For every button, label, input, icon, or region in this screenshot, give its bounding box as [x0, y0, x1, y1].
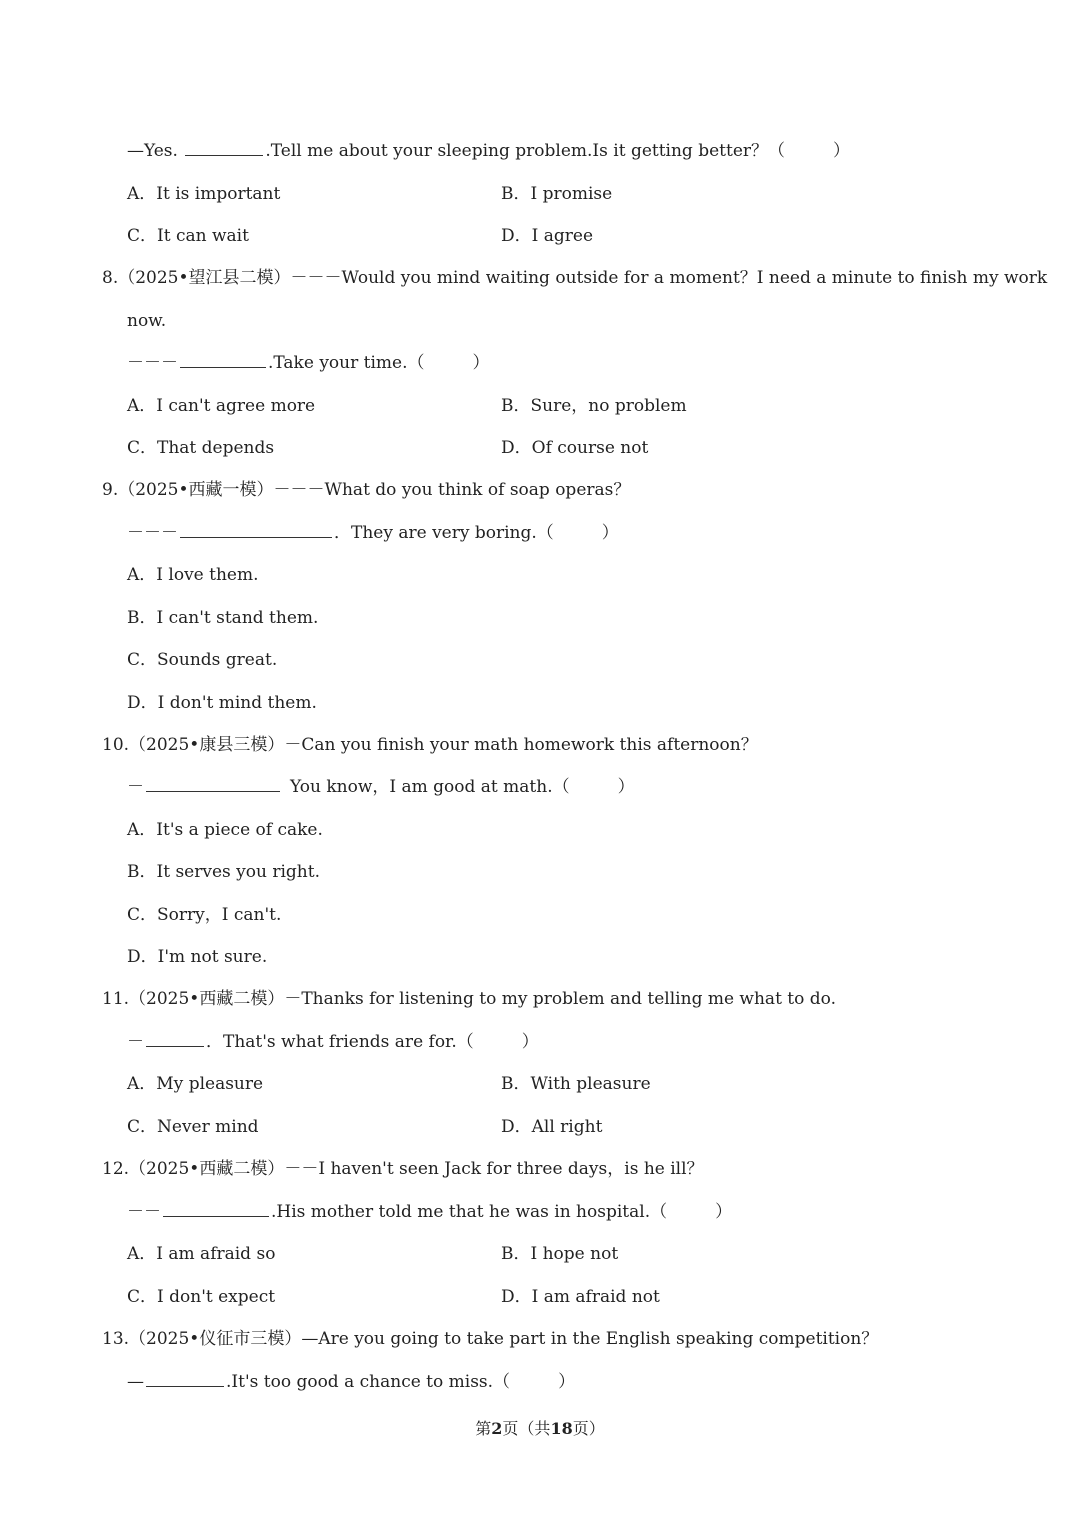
footer-mid: 页（共: [502, 1419, 551, 1438]
q9-reply-line: [127, 522, 619, 544]
q7-option-a[interactable]: A．It is important: [127, 184, 281, 204]
q13-paren-close: ）: [558, 1372, 576, 1392]
q11-option-a[interactable]: A．My pleasure: [127, 1074, 264, 1094]
q10-answer-blank[interactable]: [146, 777, 280, 792]
q7-reply-prefix: —Yes.: [127, 141, 178, 161]
q11-answer-blank[interactable]: [146, 1032, 204, 1047]
q11-paren-close: ）: [521, 1032, 539, 1052]
q10-stem: 10.（2025•康县三模）－Can you finish your math homework this afternoon？: [102, 735, 758, 755]
q8-stem-continued: now.: [127, 311, 167, 331]
q11-option-d[interactable]: D．All right: [501, 1117, 603, 1137]
q12-option-d[interactable]: D．I am afraid not: [501, 1287, 660, 1307]
q10-reply-prefix: －: [127, 777, 144, 797]
footer-page-number: 2: [491, 1419, 503, 1438]
q8-option-b[interactable]: B．Sure，no problem: [501, 396, 687, 416]
q10-reply-text: You know，I am good at math.（: [290, 777, 570, 797]
footer-total-pages: 18: [550, 1419, 573, 1438]
q11-option-c[interactable]: C．Never mind: [127, 1117, 259, 1137]
q12-stem: 12.（2025•西藏二模）－－I haven't seen Jack for three days，is he ill？: [102, 1159, 704, 1179]
q8-stem: 8.（2025•望江县二模）－－－Would you mind waiting outside for a moment？I need a minute to finish my work: [102, 268, 1048, 288]
q7-reply-line: [127, 140, 850, 162]
q8-reply-line: [127, 352, 490, 374]
q9-option-b[interactable]: B．I can't stand them.: [127, 608, 319, 628]
q10-paren-close: ）: [617, 777, 635, 797]
q13-reply-line: [127, 1371, 575, 1393]
q8-option-c[interactable]: C．That depends: [127, 438, 275, 458]
q11-option-b[interactable]: B．With pleasure: [501, 1074, 651, 1094]
q12-reply-prefix: －－: [127, 1202, 161, 1222]
q8-paren-close: ）: [472, 353, 490, 373]
q11-reply-text: ．That's what friends are for.（: [206, 1032, 474, 1052]
q7-option-d[interactable]: D．I agree: [501, 226, 594, 246]
q11-reply-prefix: －: [127, 1032, 144, 1052]
q10-option-d[interactable]: D．I'm not sure.: [127, 947, 268, 967]
q9-option-d[interactable]: D．I don't mind them.: [127, 693, 317, 713]
q7-answer-blank[interactable]: [185, 141, 263, 156]
footer-pre: 第: [475, 1419, 492, 1438]
q9-answer-blank[interactable]: [180, 523, 332, 538]
q10-reply-line: [127, 776, 635, 798]
q11-reply-line: [127, 1031, 539, 1053]
q7-option-b[interactable]: B．I promise: [501, 184, 613, 204]
q7-option-c[interactable]: C．It can wait: [127, 226, 249, 246]
q12-answer-blank[interactable]: [163, 1202, 269, 1217]
q13-stem: 13.（2025•仪征市三模）—Are you going to take part in the English speaking competition？: [102, 1329, 879, 1349]
q9-reply-text: ．They are very boring.（: [334, 523, 554, 543]
q10-option-c[interactable]: C．Sorry，I can't.: [127, 905, 282, 925]
q9-stem: 9.（2025•西藏一模）－－－What do you think of soap operas？: [102, 480, 631, 500]
q13-reply-text: .It's too good a chance to miss.（: [226, 1372, 511, 1392]
q13-answer-blank[interactable]: [146, 1372, 224, 1387]
footer-post: 页）: [572, 1419, 605, 1438]
q12-option-c[interactable]: C．I don't expect: [127, 1287, 276, 1307]
q12-paren-close: ）: [715, 1202, 733, 1222]
q9-option-a[interactable]: A．I love them.: [127, 565, 259, 585]
q8-option-d[interactable]: D．Of course not: [501, 438, 649, 458]
q11-stem: 11.（2025•西藏二模）－Thanks for listening to my problem and telling me what to do.: [102, 989, 836, 1009]
q7-reply-text: .Tell me about your sleeping problem.Is it getting better？（: [265, 141, 786, 161]
q9-reply-prefix: －－－: [127, 523, 178, 543]
q12-option-a[interactable]: A．I am afraid so: [127, 1244, 276, 1264]
q13-reply-prefix: —: [127, 1372, 144, 1392]
q10-option-b[interactable]: B．It serves you right.: [127, 862, 320, 882]
q8-option-a[interactable]: A．I can't agree more: [127, 396, 316, 416]
q8-reply-prefix: －－－: [127, 353, 178, 373]
q12-option-b[interactable]: B．I hope not: [501, 1244, 619, 1264]
q10-option-a[interactable]: A．It's a piece of cake.: [127, 820, 323, 840]
q9-paren-close: ）: [601, 523, 619, 543]
q12-reply-text: .His mother told me that he was in hospital.（: [271, 1202, 668, 1222]
q8-reply-text: .Take your time.（: [268, 353, 425, 373]
q8-answer-blank[interactable]: [180, 353, 266, 368]
q12-reply-line: [127, 1201, 732, 1223]
page-footer: [0, 1416, 1080, 1439]
q9-option-c[interactable]: C．Sounds great.: [127, 650, 278, 670]
q7-paren-close: ）: [833, 141, 851, 161]
